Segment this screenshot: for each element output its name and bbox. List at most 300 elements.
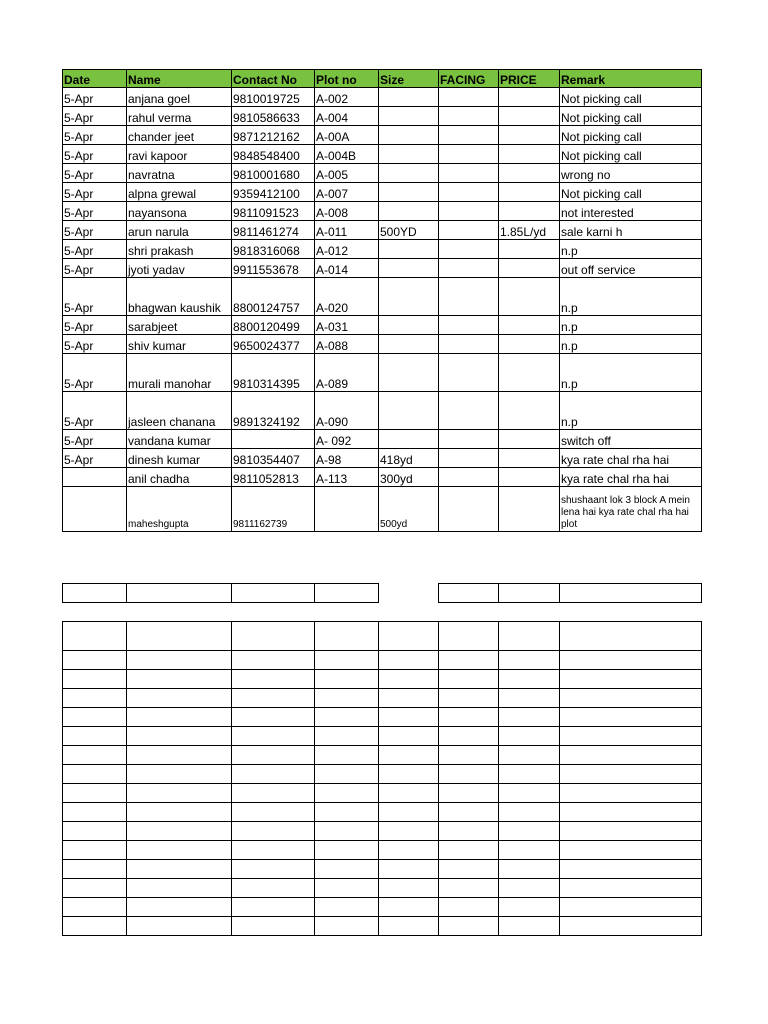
cell-price[interactable] — [499, 468, 560, 487]
header-name[interactable]: Name — [127, 70, 232, 88]
cell-size[interactable] — [379, 88, 439, 107]
cell-remark[interactable]: Not picking call — [560, 88, 702, 107]
empty-cell[interactable] — [232, 670, 315, 689]
header-price[interactable]: PRICE — [499, 70, 560, 88]
cell-facing[interactable] — [439, 449, 499, 468]
cell-plot[interactable]: A-005 — [315, 164, 379, 183]
empty-cell[interactable] — [560, 584, 702, 603]
cell-date[interactable]: 5-Apr — [63, 259, 127, 278]
cell-date[interactable] — [63, 487, 127, 532]
empty-cell[interactable] — [63, 727, 127, 746]
empty-cell[interactable] — [499, 727, 560, 746]
cell-remark[interactable]: Not picking call — [560, 183, 702, 202]
table-row — [63, 335, 702, 354]
empty-cell[interactable] — [439, 651, 499, 670]
cell-price[interactable] — [499, 88, 560, 107]
empty-cell[interactable] — [315, 746, 379, 765]
empty-cell[interactable] — [560, 803, 702, 822]
cell-price[interactable] — [499, 430, 560, 449]
cell-date[interactable]: 5-Apr — [63, 164, 127, 183]
cell-name[interactable]: vandana kumar — [127, 430, 232, 449]
cell-remark[interactable]: wrong no — [560, 164, 702, 183]
cell-date[interactable]: 5-Apr — [63, 183, 127, 202]
cell-name[interactable]: rahul verma — [127, 107, 232, 126]
empty-cell[interactable] — [379, 584, 439, 603]
empty-cell[interactable] — [560, 860, 702, 879]
cell-date[interactable]: 5-Apr — [63, 316, 127, 335]
cell-facing[interactable] — [439, 278, 499, 316]
cell-date[interactable]: 5-Apr — [63, 430, 127, 449]
empty-cell[interactable] — [379, 898, 439, 917]
header-contact-no[interactable]: Contact No — [232, 70, 315, 88]
cell-plot[interactable]: A-020 — [315, 278, 379, 316]
empty-cell[interactable] — [439, 765, 499, 784]
empty-cell[interactable] — [439, 860, 499, 879]
empty-cell[interactable] — [127, 803, 232, 822]
cell-date[interactable]: 5-Apr — [63, 126, 127, 145]
empty-cell[interactable] — [232, 622, 315, 651]
cell-size[interactable] — [379, 259, 439, 278]
cell-remark[interactable]: sale karni h — [560, 221, 702, 240]
empty-cell[interactable] — [127, 822, 232, 841]
empty-cell[interactable] — [315, 860, 379, 879]
empty-cell[interactable] — [499, 746, 560, 765]
empty-cell[interactable] — [63, 689, 127, 708]
cell-remark[interactable]: out off service — [560, 259, 702, 278]
empty-cell[interactable] — [379, 689, 439, 708]
cell-contact[interactable]: 8800120499 — [232, 316, 315, 335]
cell-name[interactable]: navratna — [127, 164, 232, 183]
empty-cell[interactable] — [315, 651, 379, 670]
empty-cell[interactable] — [315, 917, 379, 936]
cell-date[interactable]: 5-Apr — [63, 354, 127, 392]
empty-cell[interactable] — [63, 651, 127, 670]
empty-cell[interactable] — [499, 898, 560, 917]
empty-cell[interactable] — [232, 708, 315, 727]
header-plot-no[interactable]: Plot no — [315, 70, 379, 88]
empty-cell[interactable] — [127, 651, 232, 670]
cell-name[interactable]: arun narula — [127, 221, 232, 240]
cell-facing[interactable] — [439, 221, 499, 240]
cell-name[interactable]: bhagwan kaushik — [127, 278, 232, 316]
empty-cell[interactable] — [499, 879, 560, 898]
cell-price[interactable] — [499, 145, 560, 164]
empty-cell[interactable] — [560, 622, 702, 651]
cell-date[interactable]: 5-Apr — [63, 221, 127, 240]
empty-cell[interactable] — [379, 746, 439, 765]
cell-name[interactable]: jyoti yadav — [127, 259, 232, 278]
empty-cell[interactable] — [560, 841, 702, 860]
cell-facing[interactable] — [439, 468, 499, 487]
cell-remark[interactable]: shushaant lok 3 block A mein lena hai kya rate chal rha hai plot — [560, 487, 702, 532]
cell-contact[interactable]: 9811052813 — [232, 468, 315, 487]
empty-cell[interactable] — [127, 860, 232, 879]
empty-cell[interactable] — [315, 803, 379, 822]
cell-remark[interactable]: not interested — [560, 202, 702, 221]
empty-cell[interactable] — [127, 841, 232, 860]
cell-size[interactable] — [379, 430, 439, 449]
cell-plot[interactable]: A-090 — [315, 392, 379, 430]
empty-cell[interactable] — [379, 822, 439, 841]
cell-name[interactable]: murali manohar — [127, 354, 232, 392]
cell-remark[interactable]: switch off — [560, 430, 702, 449]
cell-facing[interactable] — [439, 430, 499, 449]
empty-cell[interactable] — [439, 841, 499, 860]
cell-remark[interactable]: Not picking call — [560, 145, 702, 164]
empty-cell[interactable] — [560, 689, 702, 708]
header-date[interactable]: Date — [63, 70, 127, 88]
cell-name[interactable]: dinesh kumar — [127, 449, 232, 468]
empty-cell[interactable] — [560, 746, 702, 765]
empty-cell[interactable] — [379, 765, 439, 784]
cell-price[interactable] — [499, 126, 560, 145]
empty-cell[interactable] — [63, 898, 127, 917]
empty-cell[interactable] — [127, 784, 232, 803]
cell-name[interactable]: jasleen chanana — [127, 392, 232, 430]
cell-facing[interactable] — [439, 392, 499, 430]
cell-remark[interactable]: n.p — [560, 354, 702, 392]
empty-grid-row — [63, 860, 702, 879]
cell-contact[interactable]: 9810019725 — [232, 88, 315, 107]
cell-remark[interactable]: n.p — [560, 316, 702, 335]
cell-remark[interactable]: n.p — [560, 392, 702, 430]
empty-cell[interactable] — [499, 708, 560, 727]
empty-cell[interactable] — [379, 917, 439, 936]
empty-cell[interactable] — [127, 622, 232, 651]
empty-cell[interactable] — [127, 670, 232, 689]
empty-cell[interactable] — [379, 727, 439, 746]
empty-cell[interactable] — [232, 879, 315, 898]
empty-cell[interactable] — [560, 784, 702, 803]
cell-plot[interactable]: A-004B — [315, 145, 379, 164]
cell-date[interactable]: 5-Apr — [63, 392, 127, 430]
empty-cell[interactable] — [379, 841, 439, 860]
cell-name[interactable]: maheshgupta — [127, 487, 232, 532]
empty-cell[interactable] — [232, 689, 315, 708]
cell-price[interactable] — [499, 354, 560, 392]
cell-contact[interactable]: 9811091523 — [232, 202, 315, 221]
empty-cell[interactable] — [315, 584, 379, 603]
empty-cell[interactable] — [439, 727, 499, 746]
empty-cell[interactable] — [63, 860, 127, 879]
cell-name[interactable]: sarabjeet — [127, 316, 232, 335]
empty-cell[interactable] — [63, 917, 127, 936]
cell-size[interactable] — [379, 240, 439, 259]
cell-plot[interactable]: A-98 — [315, 449, 379, 468]
table-row — [63, 278, 702, 316]
empty-cell[interactable] — [499, 622, 560, 651]
cell-facing[interactable] — [439, 145, 499, 164]
cell-date[interactable] — [63, 468, 127, 487]
empty-cell[interactable] — [315, 689, 379, 708]
cell-size[interactable]: 500YD — [379, 221, 439, 240]
cell-size[interactable] — [379, 202, 439, 221]
empty-cell[interactable] — [127, 708, 232, 727]
cell-size[interactable]: 500yd — [379, 487, 439, 532]
empty-cell[interactable] — [499, 689, 560, 708]
cell-facing[interactable] — [439, 183, 499, 202]
cell-name[interactable]: chander jeet — [127, 126, 232, 145]
cell-date[interactable]: 5-Apr — [63, 145, 127, 164]
empty-cell[interactable] — [499, 860, 560, 879]
cell-remark[interactable]: Not picking call — [560, 126, 702, 145]
empty-cell[interactable] — [439, 670, 499, 689]
empty-cell[interactable] — [439, 746, 499, 765]
cell-date[interactable]: 5-Apr — [63, 335, 127, 354]
empty-cell[interactable] — [232, 584, 315, 603]
empty-cell[interactable] — [127, 765, 232, 784]
empty-cell[interactable] — [439, 898, 499, 917]
cell-contact[interactable]: 9810001680 — [232, 164, 315, 183]
empty-cell[interactable] — [560, 765, 702, 784]
cell-name[interactable]: ravi kapoor — [127, 145, 232, 164]
empty-cell[interactable] — [63, 784, 127, 803]
empty-cell[interactable] — [560, 670, 702, 689]
cell-name[interactable]: nayansona — [127, 202, 232, 221]
empty-cell[interactable] — [379, 708, 439, 727]
cell-date[interactable]: 5-Apr — [63, 202, 127, 221]
cell-size[interactable] — [379, 183, 439, 202]
cell-contact[interactable]: 9810586633 — [232, 107, 315, 126]
cell-facing[interactable] — [439, 335, 499, 354]
cell-plot[interactable]: A- 092 — [315, 430, 379, 449]
cell-price[interactable] — [499, 449, 560, 468]
empty-cell[interactable] — [379, 784, 439, 803]
cell-remark[interactable]: n.p — [560, 240, 702, 259]
empty-cell[interactable] — [232, 822, 315, 841]
cell-price[interactable] — [499, 392, 560, 430]
cell-remark[interactable]: n.p — [560, 335, 702, 354]
cell-contact[interactable]: 9891324192 — [232, 392, 315, 430]
cell-contact[interactable]: 8800124757 — [232, 278, 315, 316]
empty-cell[interactable] — [232, 765, 315, 784]
cell-facing[interactable] — [439, 240, 499, 259]
cell-size[interactable]: 300yd — [379, 468, 439, 487]
empty-cell[interactable] — [315, 784, 379, 803]
empty-cell[interactable] — [315, 622, 379, 651]
empty-cell[interactable] — [499, 670, 560, 689]
empty-cell[interactable] — [560, 917, 702, 936]
cell-facing[interactable] — [439, 487, 499, 532]
empty-cell[interactable] — [379, 803, 439, 822]
empty-cell[interactable] — [499, 917, 560, 936]
empty-cell[interactable] — [499, 765, 560, 784]
empty-cell[interactable] — [63, 746, 127, 765]
cell-contact[interactable]: 9848548400 — [232, 145, 315, 164]
empty-cell[interactable] — [499, 803, 560, 822]
cell-remark[interactable]: kya rate chal rha hai — [560, 468, 702, 487]
cell-plot[interactable]: A-113 — [315, 468, 379, 487]
empty-cell[interactable] — [127, 584, 232, 603]
cell-price[interactable] — [499, 278, 560, 316]
empty-cell[interactable] — [63, 584, 127, 603]
empty-cell[interactable] — [379, 651, 439, 670]
empty-cell[interactable] — [439, 803, 499, 822]
cell-size[interactable] — [379, 335, 439, 354]
cell-facing[interactable] — [439, 202, 499, 221]
cell-facing[interactable] — [439, 88, 499, 107]
cell-plot[interactable] — [315, 487, 379, 532]
empty-cell[interactable] — [63, 803, 127, 822]
empty-cell[interactable] — [560, 879, 702, 898]
cell-price[interactable] — [499, 107, 560, 126]
empty-cell[interactable] — [63, 622, 127, 651]
cell-name[interactable]: shiv kumar — [127, 335, 232, 354]
empty-cell[interactable] — [232, 727, 315, 746]
cell-size[interactable] — [379, 126, 439, 145]
cell-plot[interactable]: A-014 — [315, 259, 379, 278]
empty-cell[interactable] — [63, 879, 127, 898]
cell-name[interactable]: anjana goel — [127, 88, 232, 107]
cell-date[interactable]: 5-Apr — [63, 278, 127, 316]
empty-cell[interactable] — [232, 784, 315, 803]
cell-contact[interactable]: 9810314395 — [232, 354, 315, 392]
cell-price[interactable] — [499, 183, 560, 202]
empty-cell[interactable] — [63, 708, 127, 727]
empty-cell[interactable] — [127, 898, 232, 917]
empty-cell[interactable] — [439, 822, 499, 841]
cell-price[interactable] — [499, 316, 560, 335]
cell-name[interactable]: alpna grewal — [127, 183, 232, 202]
cell-facing[interactable] — [439, 164, 499, 183]
empty-cell[interactable] — [232, 841, 315, 860]
cell-contact[interactable]: 9359412100 — [232, 183, 315, 202]
cell-remark[interactable]: n.p — [560, 278, 702, 316]
empty-cell[interactable] — [439, 784, 499, 803]
empty-cell[interactable] — [232, 651, 315, 670]
cell-price[interactable] — [499, 202, 560, 221]
empty-cell[interactable] — [127, 879, 232, 898]
header-remark[interactable]: Remark — [560, 70, 702, 88]
cell-price[interactable] — [499, 259, 560, 278]
empty-cell[interactable] — [232, 898, 315, 917]
empty-cell[interactable] — [560, 708, 702, 727]
cell-remark[interactable]: Not picking call — [560, 107, 702, 126]
table-row — [63, 259, 702, 278]
cell-size[interactable] — [379, 392, 439, 430]
empty-cell[interactable] — [560, 898, 702, 917]
empty-cell[interactable] — [232, 746, 315, 765]
cell-price[interactable]: 1.85L/yd — [499, 221, 560, 240]
empty-cell[interactable] — [315, 898, 379, 917]
empty-cell[interactable] — [379, 860, 439, 879]
empty-cell[interactable] — [499, 784, 560, 803]
cell-plot[interactable]: A-031 — [315, 316, 379, 335]
cell-size[interactable] — [379, 145, 439, 164]
empty-cell[interactable] — [379, 879, 439, 898]
cell-plot[interactable]: A-012 — [315, 240, 379, 259]
empty-cell[interactable] — [127, 917, 232, 936]
empty-cell[interactable] — [439, 622, 499, 651]
empty-cell[interactable] — [315, 841, 379, 860]
cell-price[interactable] — [499, 164, 560, 183]
cell-contact[interactable]: 9811461274 — [232, 221, 315, 240]
empty-cell[interactable] — [232, 917, 315, 936]
header-facing[interactable]: FACING — [439, 70, 499, 88]
empty-cell[interactable] — [315, 879, 379, 898]
cell-plot[interactable]: A-004 — [315, 107, 379, 126]
cell-contact[interactable]: 9811162739 — [232, 487, 315, 532]
cell-price[interactable] — [499, 240, 560, 259]
cell-plot[interactable]: A-088 — [315, 335, 379, 354]
header-size[interactable]: Size — [379, 70, 439, 88]
empty-cell[interactable] — [560, 651, 702, 670]
cell-size[interactable] — [379, 278, 439, 316]
cell-contact[interactable]: 9871212162 — [232, 126, 315, 145]
cell-size[interactable] — [379, 164, 439, 183]
cell-contact[interactable]: 9650024377 — [232, 335, 315, 354]
empty-cell[interactable] — [499, 822, 560, 841]
cell-date[interactable]: 5-Apr — [63, 107, 127, 126]
empty-cell[interactable] — [379, 622, 439, 651]
cell-facing[interactable] — [439, 316, 499, 335]
empty-cell[interactable] — [439, 917, 499, 936]
cell-contact[interactable]: 9818316068 — [232, 240, 315, 259]
empty-cell[interactable] — [439, 708, 499, 727]
cell-date[interactable]: 5-Apr — [63, 240, 127, 259]
empty-cell[interactable] — [560, 822, 702, 841]
empty-cell[interactable] — [315, 670, 379, 689]
empty-cell[interactable] — [63, 841, 127, 860]
empty-cell[interactable] — [379, 670, 439, 689]
cell-price[interactable] — [499, 335, 560, 354]
empty-cell[interactable] — [560, 727, 702, 746]
cell-plot[interactable]: A-011 — [315, 221, 379, 240]
cell-size[interactable] — [379, 316, 439, 335]
cell-contact[interactable]: 9810354407 — [232, 449, 315, 468]
cell-plot[interactable]: A-007 — [315, 183, 379, 202]
empty-cell[interactable] — [63, 765, 127, 784]
empty-cell[interactable] — [499, 841, 560, 860]
cell-name[interactable]: shri prakash — [127, 240, 232, 259]
empty-cell[interactable] — [63, 822, 127, 841]
cell-facing[interactable] — [439, 107, 499, 126]
empty-cell[interactable] — [315, 822, 379, 841]
cell-date[interactable]: 5-Apr — [63, 449, 127, 468]
cell-size[interactable] — [379, 354, 439, 392]
cell-remark[interactable]: kya rate chal rha hai — [560, 449, 702, 468]
empty-cell[interactable] — [127, 727, 232, 746]
empty-cell[interactable] — [232, 803, 315, 822]
empty-cell[interactable] — [315, 727, 379, 746]
empty-cell[interactable] — [499, 584, 560, 603]
empty-cell[interactable] — [439, 584, 499, 603]
empty-cell[interactable] — [499, 651, 560, 670]
cell-plot[interactable]: A-002 — [315, 88, 379, 107]
cell-plot[interactable]: A-008 — [315, 202, 379, 221]
cell-size[interactable]: 418yd — [379, 449, 439, 468]
empty-cell[interactable] — [63, 670, 127, 689]
cell-plot[interactable]: A-00A — [315, 126, 379, 145]
empty-cell[interactable] — [439, 879, 499, 898]
cell-facing[interactable] — [439, 259, 499, 278]
empty-cell[interactable] — [439, 689, 499, 708]
empty-cell[interactable] — [127, 746, 232, 765]
empty-cell[interactable] — [127, 689, 232, 708]
empty-cell[interactable] — [315, 708, 379, 727]
cell-contact[interactable]: 9911553678 — [232, 259, 315, 278]
cell-facing[interactable] — [439, 126, 499, 145]
cell-facing[interactable] — [439, 354, 499, 392]
cell-price[interactable] — [499, 487, 560, 532]
cell-plot[interactable]: A-089 — [315, 354, 379, 392]
cell-contact[interactable] — [232, 430, 315, 449]
empty-cell[interactable] — [232, 860, 315, 879]
cell-size[interactable] — [379, 107, 439, 126]
empty-cell[interactable] — [315, 765, 379, 784]
cell-date[interactable]: 5-Apr — [63, 88, 127, 107]
cell-name[interactable]: anil chadha — [127, 468, 232, 487]
